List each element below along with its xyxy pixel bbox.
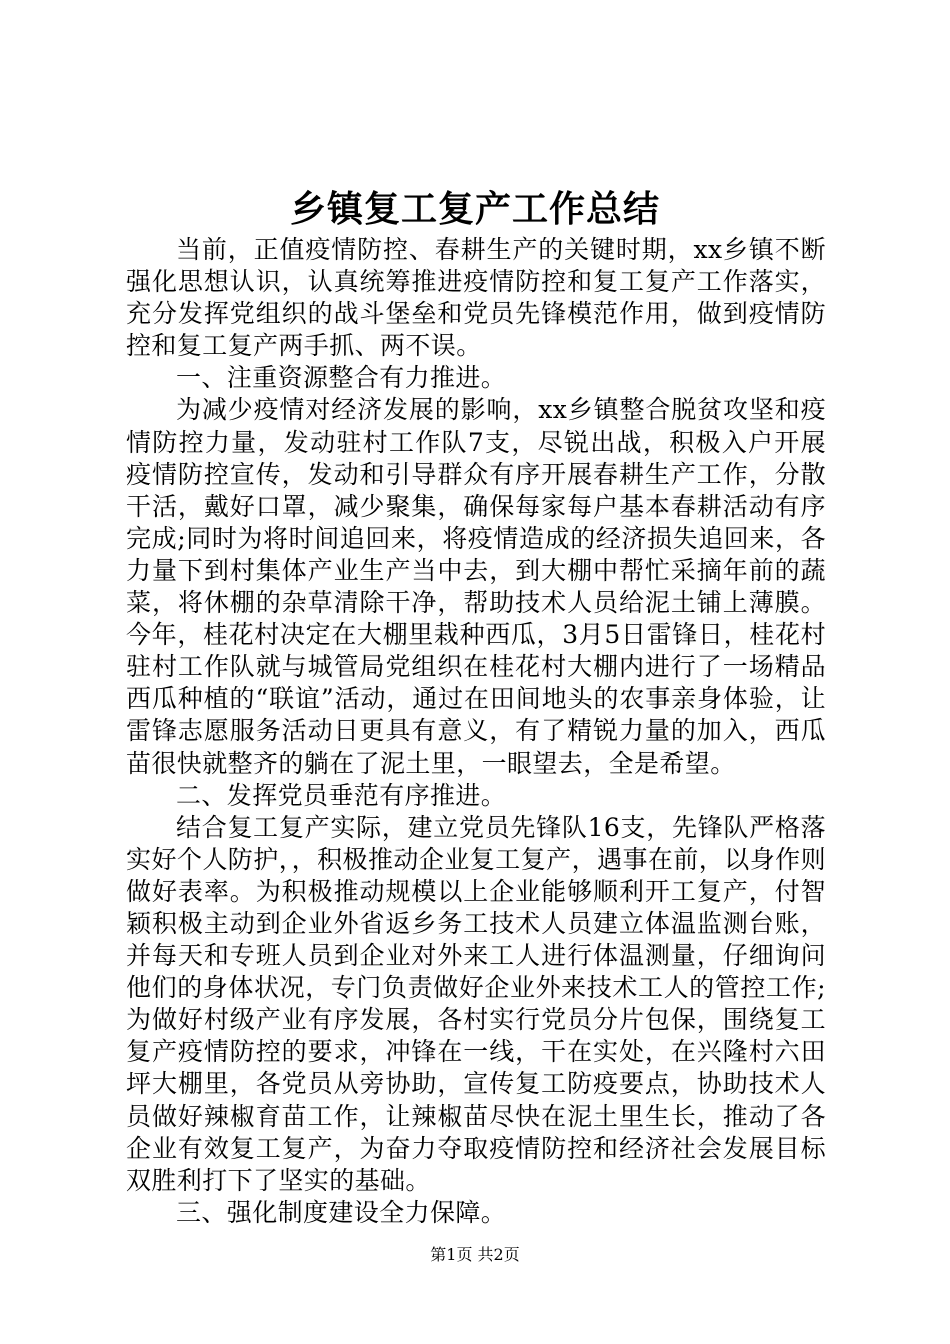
document-body [126, 234, 826, 1229]
intro-paragraph: 当前，正值疫情防控、春耕生产的关键时期，xx乡镇不断强化思想认识，认真统筹推进疫情防控和复工复产工作落实，充分发挥党组织的战斗堡垒和党员先锋模范作用，做到疫情防控和复工复产两手抓、两不误。 [126, 235, 826, 361]
section-1-paragraph: 为减少疫情对经济发展的影响，xx乡镇整合脱贫攻坚和疫情防控力量，发动驻村工作队7支，尽锐出战，积极入户开展疫情防控宣传，发动和引导群众有序开展春耕生产工作，分散干活，戴好口罩，减少聚集，确保每家每户基本春耕活动有序完成;同时为将时间追回来，将疫情造成的经济损失追回来，各力量下到村集体产业生产当中去，到大棚中帮忙采摘年前的蔬菜，将休棚的杂草清除干净，帮助技术人员给泥土铺上薄膜。今年，桂花村决定在大棚里栽种西瓜，3月5日雷锋日，桂花村驻村工作队就与城管局党组织在桂花村大棚内进行了一场精品西瓜种植的“联谊”活动，通过在田间地头的农事亲身体验，让雷锋志愿服务活动日更具有意义，有了精锐力量的加入，西瓜苗很快就整齐的躺在了泥土里，一眼望去，全是希望。 [126, 395, 826, 778]
section-2-paragraph: 结合复工复产实际，建立党员先锋队16支，先锋队严格落实好个人防护，，积极推动企业复工复产，遇事在前，以身作则做好表率。为积极推动规模以上企业能够顺利开工复产，付智颖积极主动到企业外省返乡务工技术人员建立体温监测台账，并每天和专班人员到企业对外来工人进行体温测量，仔细询问他们的身体状况，专门负责做好企业外来技术工人的管控工作;为做好村级产业有序发展，各村实行党员分片包保，围绕复工复产疫情防控的要求，冲锋在一线，干在实处，在兴隆村六田坪大棚里，各党员从旁协助，宣传复工防疫要点，协助技术人员做好辣椒育苗工作，让辣椒苗尽快在泥土里生长，推动了各企业有效复工复产，为奋力夺取疫情防控和经济社会发展目标双胜利打下了坚实的基础。 [126, 812, 826, 1195]
page-number-footer: 第1页 共2页 [430, 1245, 520, 1264]
section-heading-1: 一、注重资源整合有力推进。 [176, 363, 507, 393]
document-title: 乡镇复工复产工作总结 [289, 188, 660, 230]
section-heading-2: 二、发挥党员垂范有序推进。 [176, 780, 507, 810]
section-heading-3: 三、强化制度建设全力保障。 [176, 1197, 507, 1227]
